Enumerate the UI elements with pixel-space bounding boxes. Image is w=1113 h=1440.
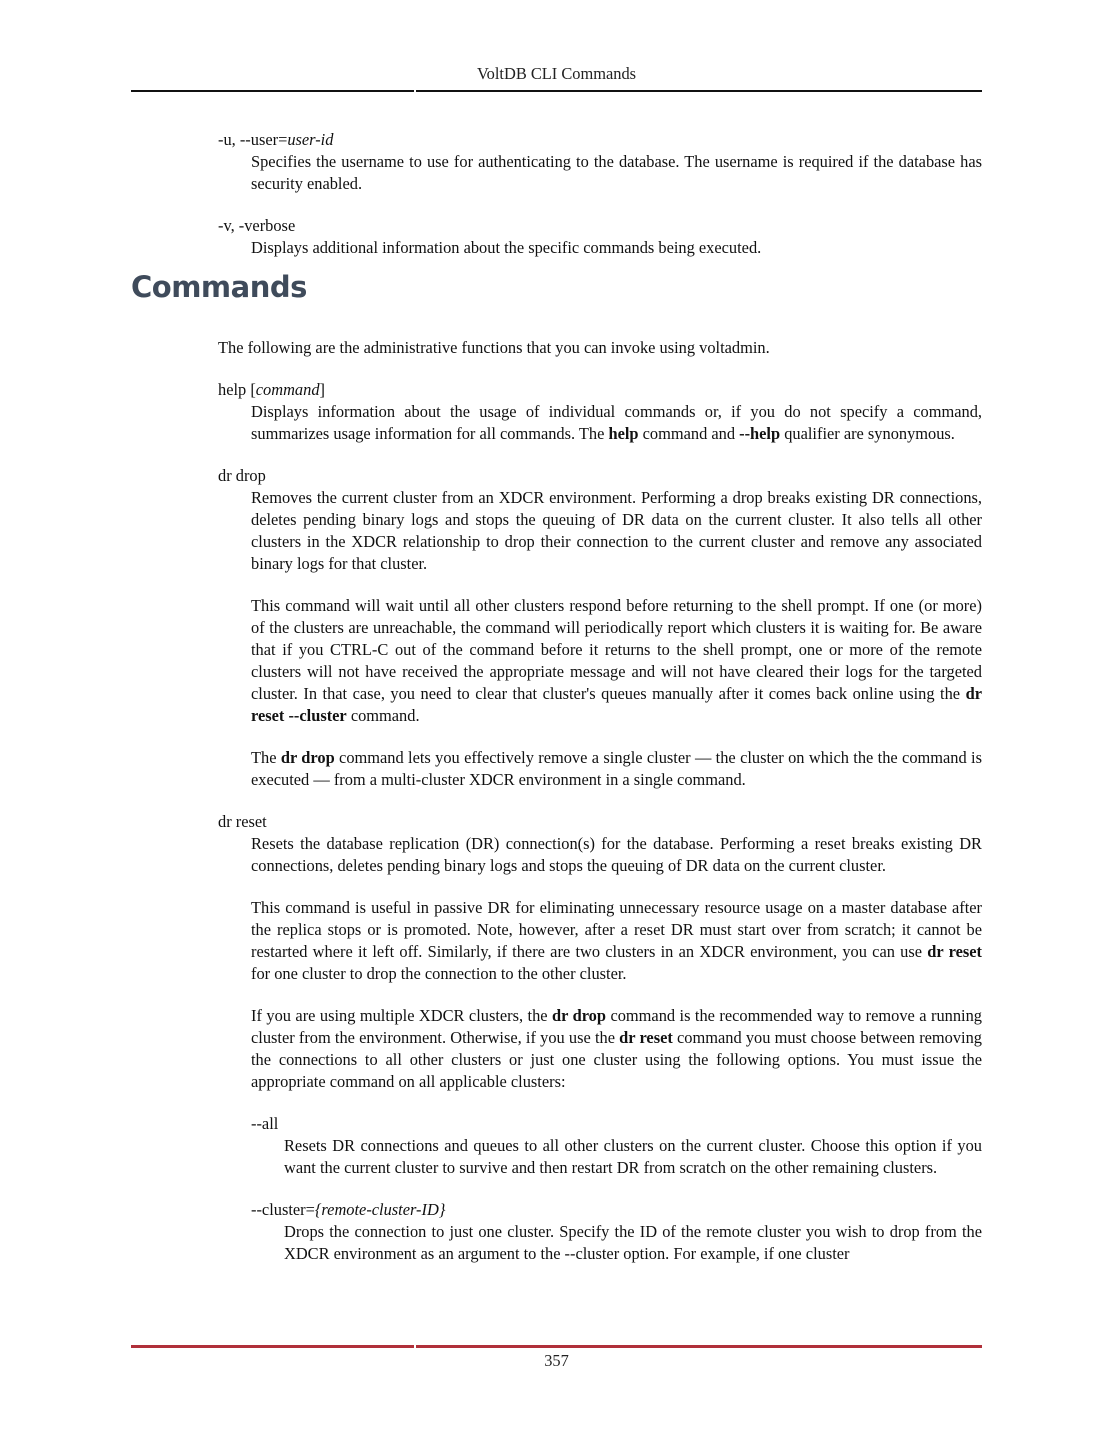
option-term: -v, -verbose <box>218 216 296 235</box>
option-description: Specifies the username to use for authenticating to the database. The username is required if the database has security enabled. <box>251 152 982 193</box>
page-header-title: VoltDB CLI Commands <box>476 64 637 83</box>
command-argument: command <box>255 380 320 399</box>
command-dr-drop <box>218 465 982 791</box>
section-heading: Commands <box>131 270 307 304</box>
command-dr-reset <box>218 811 982 1265</box>
option-user <box>218 129 982 195</box>
suboption-term: --all <box>251 1114 279 1133</box>
command-term: help [command] <box>218 380 325 399</box>
command-description <box>251 487 982 791</box>
paragraph: If you are using multiple XDCR clusters, the dr drop command is the recommended way to remove a running cluster from the environment. Otherwise, if you use the dr reset command you must choose between removing the connections to all other clusters or just one cluster using the following options. You must issue the appropriate command on all applicable clusters: <box>251 1006 983 1091</box>
header-rule <box>131 90 982 92</box>
command-description: Displays information about the usage of individual commands or, if you do not specify a command, summarizes usage information for all commands. The help command and --help qualifier are synonymous. <box>251 402 982 443</box>
command-term: dr reset <box>218 812 267 831</box>
page-number: 357 <box>544 1351 569 1370</box>
option-description: Displays additional information about the specific commands being executed. <box>251 238 762 257</box>
suboption-argument: {remote-cluster-ID} <box>314 1200 446 1219</box>
suboption-all <box>251 1113 982 1179</box>
option-argument: user-id <box>287 130 334 149</box>
section-intro: The following are the administrative functions that you can invoke using voltadmin. <box>218 338 770 357</box>
suboption-term: --cluster={remote-cluster-ID} <box>251 1200 446 1219</box>
paragraph: This command will wait until all other clusters respond before returning to the shell prompt. If one (or more) of the clusters are unreachable, the command will periodically report which clusters it is waiting for. Be aware that if you CTRL-C out of the command before it returns to the shell prompt, one or more of the remote clusters will not have received the appropriate message and will not have cleared their logs for the targeted cluster. In that case, you need to clear that cluster's queues manually after it comes back online using the dr reset --cluster command. <box>251 596 982 725</box>
suboptions-list <box>251 1113 982 1265</box>
suboption-description: Drops the connection to just one cluster. Specify the ID of the remote cluster you wish to drop from the XDCR environment as an argument to the --cluster option. For example, if one cluster <box>284 1222 982 1263</box>
paragraph: This command is useful in passive DR for eliminating unnecessary resource usage on a master database after the replica stops or is promoted. Note, however, after a reset DR must start over from scratch; it cannot be restarted where it left off. Similarly, if there are two clusters in an XDCR environment, you can use dr reset for one cluster to drop the connection to the other cluster. <box>251 898 982 983</box>
suboption-cluster <box>251 1199 982 1265</box>
command-term: dr drop <box>218 466 266 485</box>
suboption-description: Resets DR connections and queues to all other clusters on the current cluster. Choose this option if you want the current cluster to survive and then restart DR from scratch on the other remaining clusters. <box>284 1136 982 1177</box>
command-description <box>251 833 982 1265</box>
paragraph: Removes the current cluster from an XDCR environment. Performing a drop breaks existing DR connections, deletes pending binary logs and stops the queuing of DR data on the current cluster. It also tells all other clusters in the XDCR relationship to drop their connection to the current cluster and remove any associated binary logs for that cluster. <box>251 488 982 573</box>
option-term: -u, --user=user-id <box>218 130 334 149</box>
command-help <box>218 379 982 445</box>
paragraph: The dr drop command lets you effectively remove a single cluster — the cluster on which the the command is executed — from a multi-cluster XDCR environment in a single command. <box>251 748 982 789</box>
commands-section <box>218 337 982 1285</box>
option-verbose <box>218 215 982 259</box>
options-list <box>218 129 982 279</box>
footer-rule <box>131 1345 982 1348</box>
paragraph: Resets the database replication (DR) connection(s) for the database. Performing a reset breaks existing DR connections, deletes pending binary logs and stops the queuing of DR data on the current cluster. <box>251 834 982 875</box>
